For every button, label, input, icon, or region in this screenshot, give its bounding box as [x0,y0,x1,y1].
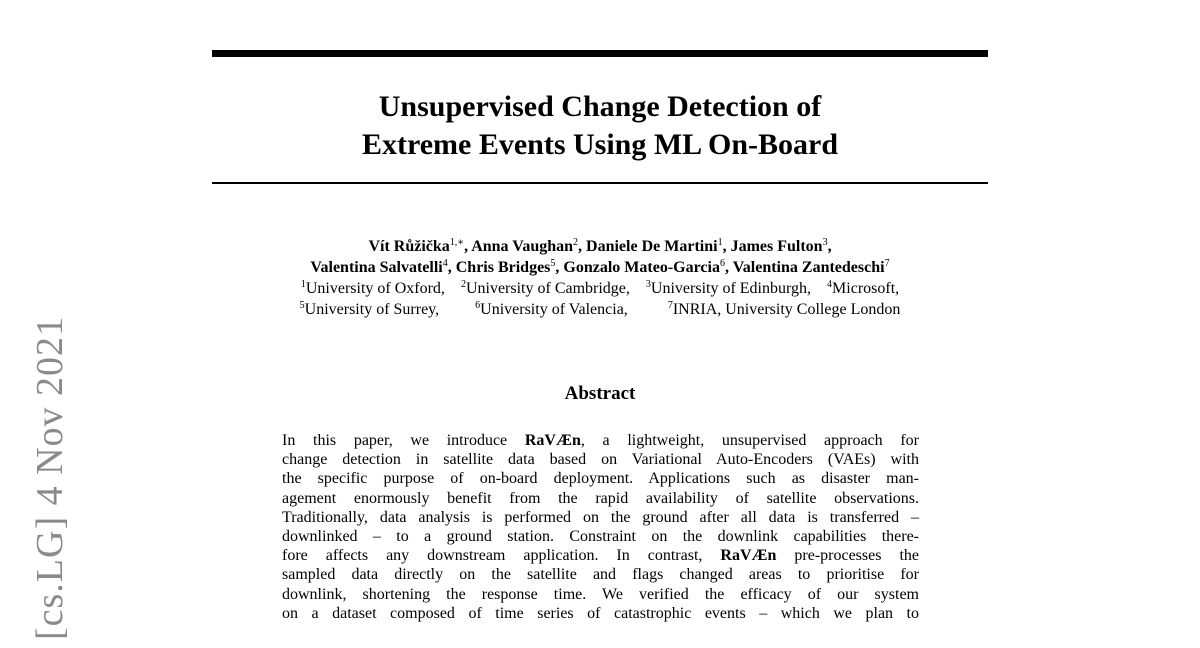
affiliation-sup: 6 [475,300,481,311]
author-name: Daniele De Martini [586,238,718,255]
author-sup: 3 [822,237,828,248]
affiliation-name: INRIA, University College London [672,301,901,318]
affiliation-name: University of Surrey, [304,301,440,318]
author-name: Anna Vaughan [471,238,574,255]
title-line-1: Unsupervised Change Detection of [378,90,822,123]
abstract-line: sampled data directly on the satellite and flags changed areas to prioritise for [282,566,919,584]
author-name: Gonzalo Mateo-Garcia [563,259,720,276]
author-sup: 2 [573,237,579,248]
affiliation-name: University of Edinburgh, [650,280,812,297]
title-rule [212,182,988,184]
author-name: James Fulton [730,238,823,255]
affiliation-sup: 7 [667,300,673,311]
method-name: RaVÆn [524,432,581,449]
top-rule [212,50,988,57]
title-line-2: Extreme Events Using ML On-Board [361,128,839,161]
abstract-line: fore affects any downstream application. In contrast, RaVÆn pre-processes the [282,547,919,565]
abstract-line: Traditionally, data analysis is performed on the ground after all data is transferred – [282,508,919,526]
affiliation-sup: 1 [300,279,306,290]
author-name: Valentina Salvatelli [310,259,443,276]
author-line-1: Vít Růžička$^{1,∗}$, Anna Vaughan$^2$, Daniele De Martini$^1$, James Fulton$^3$, [368,237,832,255]
author-sup: 6 [719,258,725,269]
author-sup: 1 [717,237,723,248]
author-name: Chris Bridges [455,259,551,276]
arxiv-stamp: [cs.LG] 4 Nov 2021 [29,315,71,640]
author-sup: 1,∗ [449,237,465,248]
author-sup: 4 [442,258,448,269]
abstract-line: downlinked – to a ground station. Constraint on the downlink capabilities there- [282,528,919,546]
abstract-line: change detection in satellite data based on Variational Auto-Encoders (VAEs) with [282,451,919,469]
abstract-line: on a dataset composed of time series of catastrophic events – which we plan to [282,604,919,622]
affiliation-name: University of Cambridge, [465,280,630,297]
abstract-line: the specific purpose of on-board deployment. Applications such as disaster man- [282,470,919,488]
author-name: Vít Růžička [368,238,450,255]
abstract-heading: Abstract [564,383,636,404]
abstract-body [282,431,919,623]
author-line-2: Valentina Salvatelli$^4$, Chris Bridges$^5$, Gonzalo Mateo-Garcia$^6$, Valentina Zantedeschi$^7$ [310,258,890,276]
abstract-line: In this paper, we introduce RaVÆn, a lightweight, unsupervised approach for [282,432,919,449]
affiliation-name: University of Valencia, [480,301,628,318]
author-sup: 5 [550,258,556,269]
affiliation-sup: 3 [645,279,651,290]
affiliation-sup: 2 [460,279,466,290]
author-name: Valentina Zantedeschi [732,259,885,276]
affiliation-line-1 [212,278,988,299]
affiliation-name: Microsoft, [832,280,900,297]
author-block [212,236,988,320]
abstract-line: downlink, shortening the response time. We verified the efficacy of our system [282,585,919,603]
affiliation-name: University of Oxford, [305,280,445,297]
paper-title [212,88,988,164]
author-sup: 7 [884,258,890,269]
method-name: RaVÆn [720,547,777,565]
affiliation-sup: 4 [827,279,833,290]
affiliation-line-2 [212,299,988,320]
affiliation-sup: 5 [299,300,305,311]
abstract-line: agement enormously benefit from the rapid availability of satellite observations. [282,489,919,507]
